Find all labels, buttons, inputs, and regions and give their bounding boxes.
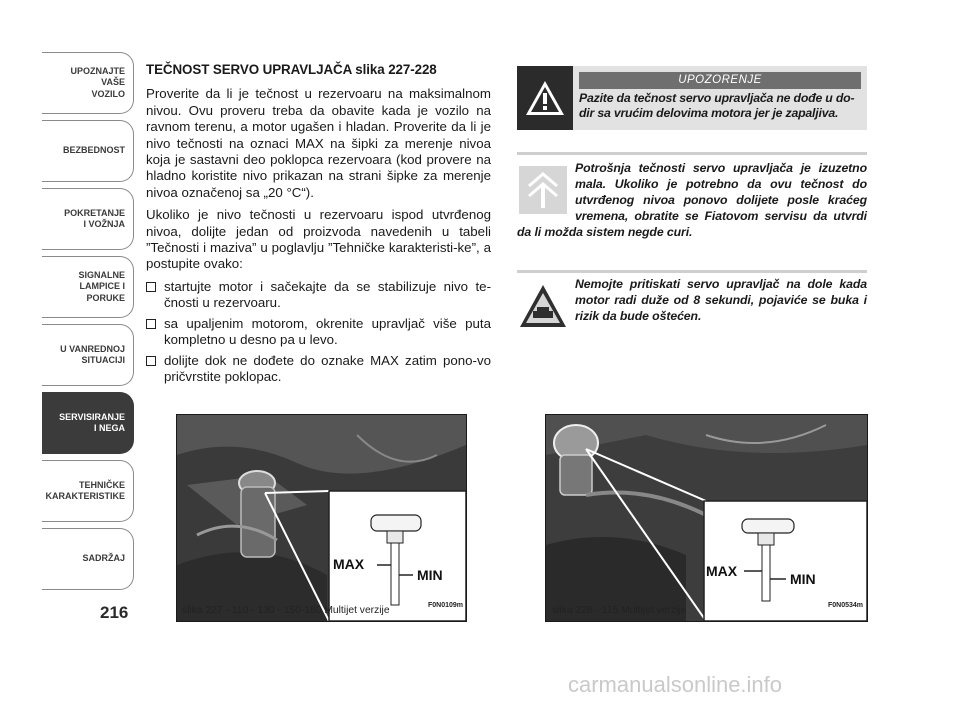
tab-u-vanrednoj-situaciji[interactable]: U VANREDNOJ SITUACIJI <box>42 324 134 386</box>
tab-pokretanje-i-voznja[interactable]: POKRETANJE I VOŽNJA <box>42 188 134 250</box>
dipstick <box>762 545 770 601</box>
warning-triangle-icon <box>517 66 573 130</box>
figure-227-caption: slika 227 - 110 - 130 - 150-180 Multijet verzije <box>182 605 390 616</box>
figure-228-engine-bay <box>545 414 868 622</box>
figure-228-caption: slika 228 - 115 Multijet verzije <box>552 605 687 616</box>
checkbox-bullet-icon <box>146 319 156 329</box>
divider <box>517 152 867 155</box>
watermark: carmanualsonline.info <box>568 672 783 697</box>
page-number: 216 <box>100 603 129 622</box>
section-title: TEČNOST SERVO UPRAVLJAČA slika 227-228 <box>146 62 437 77</box>
step-item: sa upaljenim motorom, okrenite upravljač više puta kompletno u desno pa u levo. <box>146 316 491 349</box>
caution-note-text: Nemojte pritiskati servo upravljač na dole kada motor radi duže od 8 sekundi, pojaviće se buka i rizik da bude oštećen. <box>575 277 867 323</box>
step-item: startujte motor i sačekajte da se stabilizuje nivo te-čnosti u rezervoaru. <box>146 279 491 312</box>
tab-upoznajte-vase-vozilo[interactable]: UPOZNAJTE VAŠE VOZILO <box>42 52 134 114</box>
tab-sadrzaj[interactable]: SADRŽAJ <box>42 528 134 590</box>
tab-signalne-lampice[interactable]: SIGNALNE LAMPICE I PORUKE <box>42 256 134 318</box>
figure-228-code: F0N0534m <box>828 602 864 609</box>
tree-environment-icon <box>519 166 567 214</box>
paragraph-check: Proverite da li je tečnost u rezervoaru na maksimalnom nivou. Ovu proveru treba da obavite kada je vozilo na ravnom terenu, a motor ugašen i hladan. Proverite da li je nivo tečnosti na oznaci MAX na šipki za merenje nivoa koja je sastavni deo poklopca rezervoara (kod provere na hladno koristite nivo prikazan na strani šipke za merenje nivoa označenoj sa „20 °C“). <box>146 86 491 200</box>
figure-227-engine-bay <box>176 414 467 622</box>
environment-note-text: Potrošnja tečnosti servo upravljača je izuzetno mala. Ukoliko je potrebno da ovu tečnost do utvrđenog nivoa ponovo dolijete posle kraćeg vremena, obratite se Fiatovom servisu da utvrdi da li možda sistem negde curi. <box>517 161 867 239</box>
dipstick <box>391 543 399 605</box>
chapter-navigation <box>42 52 134 600</box>
tab-bezbednost[interactable]: BEZBEDNOST <box>42 120 134 182</box>
tab-servisiranje-i-nega[interactable]: SERVISIRANJE I NEGA <box>42 392 134 454</box>
warning-box <box>517 66 867 130</box>
caution-note <box>517 276 867 334</box>
reservoir-cap <box>742 519 794 533</box>
max-label: MAX <box>706 563 738 579</box>
step-item: dolijte dok ne dođete do oznake MAX zatim pono-vo pričvrstite poklopac. <box>146 353 491 386</box>
car-caution-icon <box>519 282 567 330</box>
environment-note <box>517 160 867 240</box>
min-label: MIN <box>790 571 816 587</box>
max-label: MAX <box>333 556 365 572</box>
checkbox-bullet-icon <box>146 282 156 292</box>
steps-list <box>146 279 491 385</box>
warning-header: UPOZORENJE <box>579 72 861 89</box>
checkbox-bullet-icon <box>146 356 156 366</box>
figure-227-code: F0N0109m <box>428 602 464 609</box>
main-text <box>146 62 491 389</box>
reservoir-cap <box>371 515 421 531</box>
warning-text: Pazite da tečnost servo upravljača ne dođe u do-dir sa vrućim delovima motora jer je zapaljiva. <box>579 91 855 120</box>
divider <box>517 270 867 273</box>
tab-tehnicke-karakteristike[interactable]: TEHNIČKE KARAKTERISTIKE <box>42 460 134 522</box>
paragraph-refill: Ukoliko je nivo tečnosti u rezervoaru ispod utvrđenog nivoa, dolijte jedan od proizvoda navedenih u tabeli ”Tečnosti i maziva” u poglavlju ”Tehničke karakteristi-ke”, a postupite ovako: <box>146 207 491 272</box>
min-label: MIN <box>417 567 443 583</box>
